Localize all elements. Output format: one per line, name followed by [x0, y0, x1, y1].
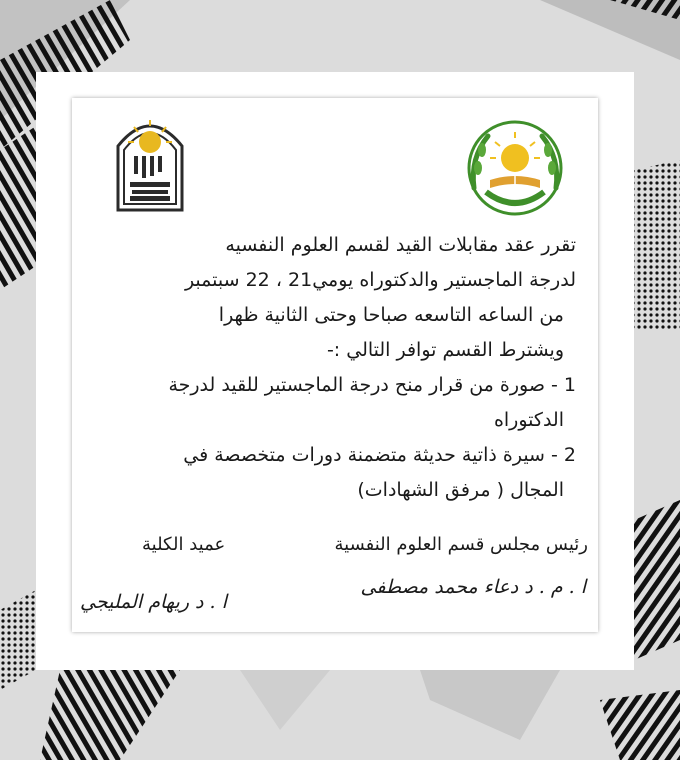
announcement-card	[72, 98, 598, 632]
dean-name: ا . د ريهام المليجي	[80, 591, 227, 613]
announcement-body	[92, 228, 576, 508]
announcement-line-3: من الساعه التاسعه صباحا وحتى الثانية ظهرا	[218, 304, 564, 326]
requirement-1: 1 - صورة من قرار منح درجة الماجستير للقيد لدرجة	[168, 374, 576, 396]
requirement-2: 2 - سيرة ذاتية حديثة متضمنة دورات متخصصة في	[183, 444, 576, 466]
head-name: ا . م . د دعاء محمد مصطفى	[360, 576, 586, 598]
assiut-university-logo	[112, 112, 188, 212]
requirement-1-cont: الدكتوراه	[493, 409, 564, 431]
head-title: رئيس مجلس قسم العلوم النفسية	[334, 534, 588, 555]
faculty-logo	[460, 118, 570, 218]
requirement-2-cont: المجال ( مرفق الشهادات)	[357, 479, 564, 501]
dean-title: عميد الكلية	[142, 534, 226, 555]
announcement-line-2: لدرجة الماجستير والدكتوراه يومي21 ، 22 سبتمبر	[184, 269, 576, 291]
announcement-line-4: ويشترط القسم توافر التالي :-	[326, 339, 564, 361]
announcement-line-1: تقرر عقد مقابلات القيد لقسم العلوم النفسيه	[225, 234, 576, 256]
